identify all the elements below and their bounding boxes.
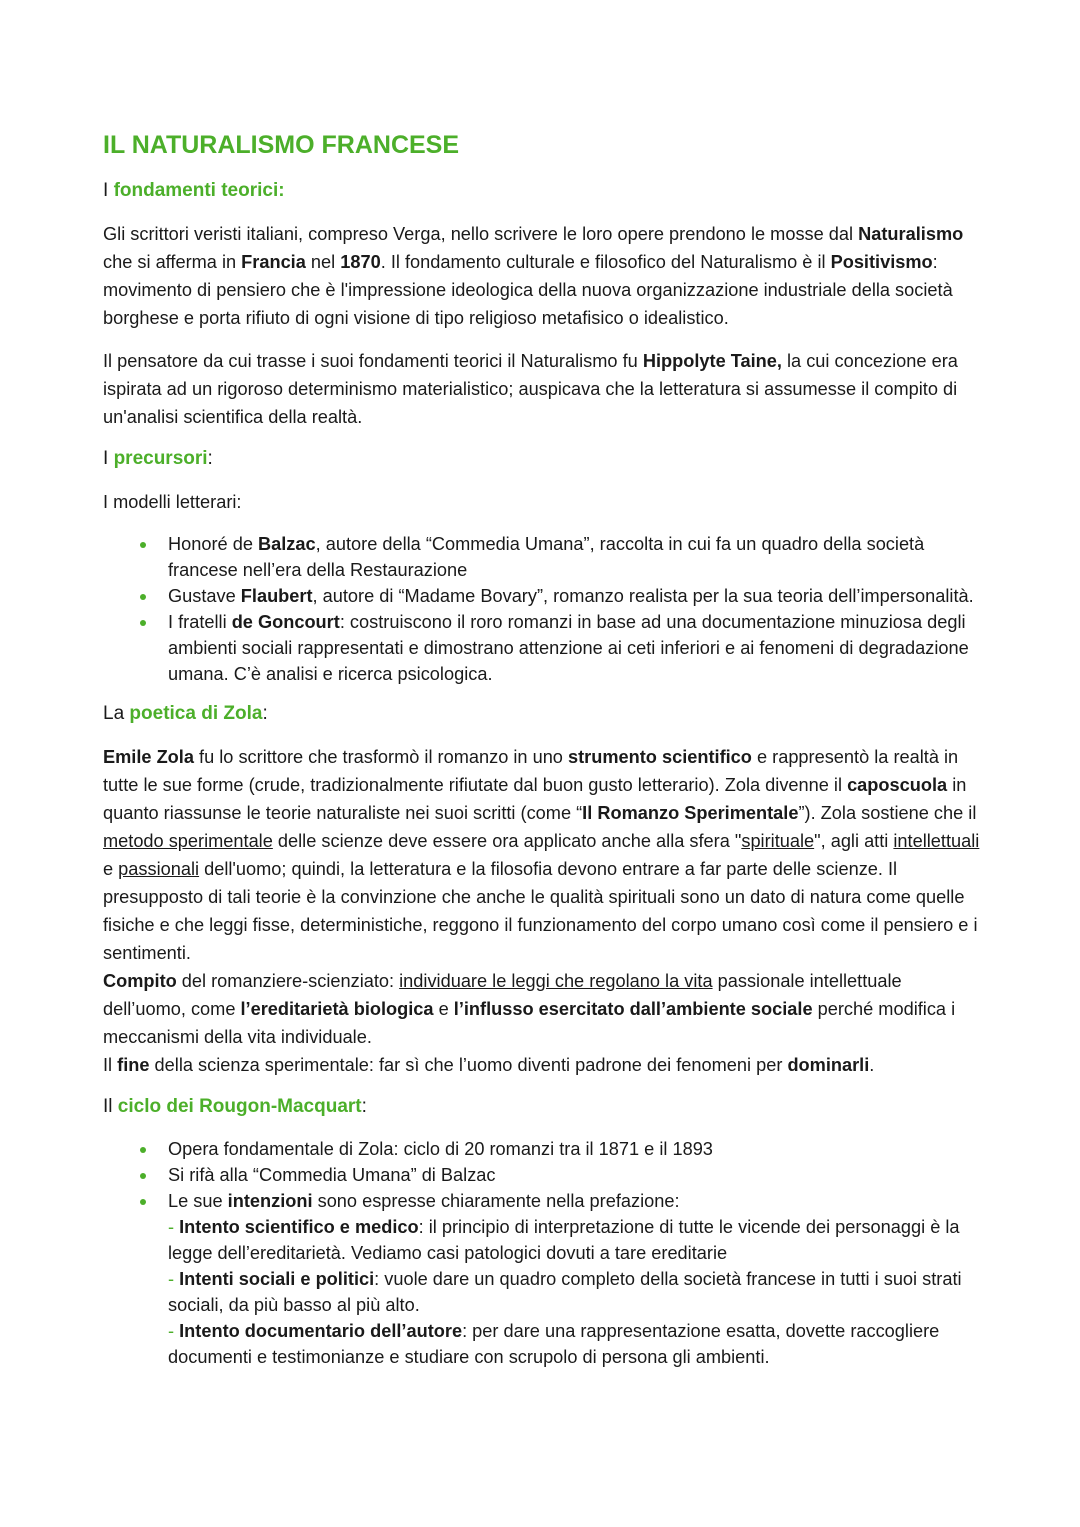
sub-item-sociali: - Intenti sociali e politici: vuole dare un quadro completo della società francese in tutti i suoi strati sociali, da più basso al più alto. [168,1269,962,1315]
list-item: Le sue intenzioni sono espresse chiaramente nella prefazione: - Intento scientifico e medico: il principio di interpretazione di tutte le vicende dei personaggi è la legge dell’ereditarietà. Vediamo casi patologici dovuti a tare ereditarie - Intenti sociali e politici: vuole dare un quadro completo della società francese in tutti i suoi strati sociali, da più basso al più alto. - Intento documentario dell’autore: per dare una rappresentazione esatta, dovette raccogliere documenti e testimonianze e studiare con scrupolo di persona gli ambienti. [103,1188,983,1370]
paragraph-naturalismo: Gli scrittori veristi italiani, compreso Verga, nello scrivere le loro opere prendono le mosse dal Naturalismo che si afferma in Francia nel 1870. Il fondamento culturale e filosofico del Naturalismo è il Positivismo: movimento di pensiero che è l'impressione ideologica della nuova organizzazione industriale della società borghese e porta rifiuto di ogni visione di tipo religioso metafisico o idealistico. [103,224,964,328]
section-heading-fondamenti [103,178,983,204]
sub-item-documentario: - Intento documentario dell’autore: per dare una rappresentazione esatta, dovette raccogliere documenti e testimonianze e studiare con scrupolo di persona gli ambienti. [168,1321,940,1367]
heading-text: fondamenti teorici: [113,180,285,201]
paragraph-taine: Il pensatore da cui trasse i suoi fondamenti teorici il Naturalismo fu Hippolyte Taine, la cui concezione era ispirata ad un rigoroso determinismo materialistico; auspicava che la letteratura si assumesse il compito di un'analisi scientifica della realtà. [103,351,958,427]
rougon-list [103,1136,983,1370]
document-page [103,128,983,1384]
paragraph-modelli: I modelli letterari: [103,492,242,512]
list-item: Si rifà alla “Commedia Umana” di Balzac [103,1162,983,1188]
list-item: Gustave Flaubert, autore di “Madame Bovary”, romanzo realista per la sua teoria dell’impersonalità. [103,583,983,609]
sub-item-scientifico: - Intento scientifico e medico: il principio di interpretazione di tutte le vicende dei personaggi è la legge dell’ereditarietà. Vediamo casi patologici dovuti a tare ereditarie [168,1217,960,1263]
list-item: Opera fondamentale di Zola: ciclo di 20 romanzi tra il 1871 e il 1893 [103,1136,983,1162]
section-heading-precursori: I precursori: [103,448,213,469]
page-title: IL NATURALISMO FRANCESE [103,131,460,159]
precursori-list [103,531,983,687]
list-item: Honoré de Balzac, autore della “Commedia Umana”, raccolta in cui fa un quadro della società francese nell’era della Restaurazione [103,531,983,583]
section-heading-rougon-macquart: Il ciclo dei Rougon-Macquart: [103,1096,367,1117]
section-heading-poetica: La poetica di Zola: [103,703,268,724]
list-item: I fratelli de Goncourt: costruiscono il roro romanzi in base ad una documentazione minuziosa degli ambienti sociali rappresentati e dimostrano attenzione ai ceti inferiori e ai fenomeni di degradazione umana. C’è analisi e ricerca psicologica. [103,609,983,687]
heading-prefix: I [103,180,114,201]
paragraph-zola: Emile Zola fu lo scrittore che trasformò il romanzo in uno strumento scientifico e rappresentò la realtà in tutte le sue forme (crude, tradizionalmente rifiutate dal buon gusto letterario). Zola divenne il caposcuola in quanto riassunse le teorie naturaliste nei suoi scritti (come “Il Romanzo Sperimentale”). Zola sostiene che il metodo sperimentale delle scienze deve essere ora applicato anche alla sfera "spirituale", agli atti intellettuali e passionali dell'uomo; quindi, la letteratura e la filosofia devono entrare a far parte delle scienze. Il presupposto di tali teorie è la convinzione che anche le qualità spirituali sono un dato di natura come quelle fisiche e che leggi fisse, deterministiche, reggono il funzionamento del corpo umano così come il pensiero e i sentimenti. Compito del romanziere-scienziato: individuare le leggi che regolano la vita passionale intellettuale dell’uomo, come l’ereditarietà biologica e l’influsso esercitato dall’ambiente sociale perché modifica i meccanismi della vita individuale. Il fine della scienza sperimentale: far sì che l’uomo diventi padrone dei fenomeni per dominarli. [103,747,980,1075]
